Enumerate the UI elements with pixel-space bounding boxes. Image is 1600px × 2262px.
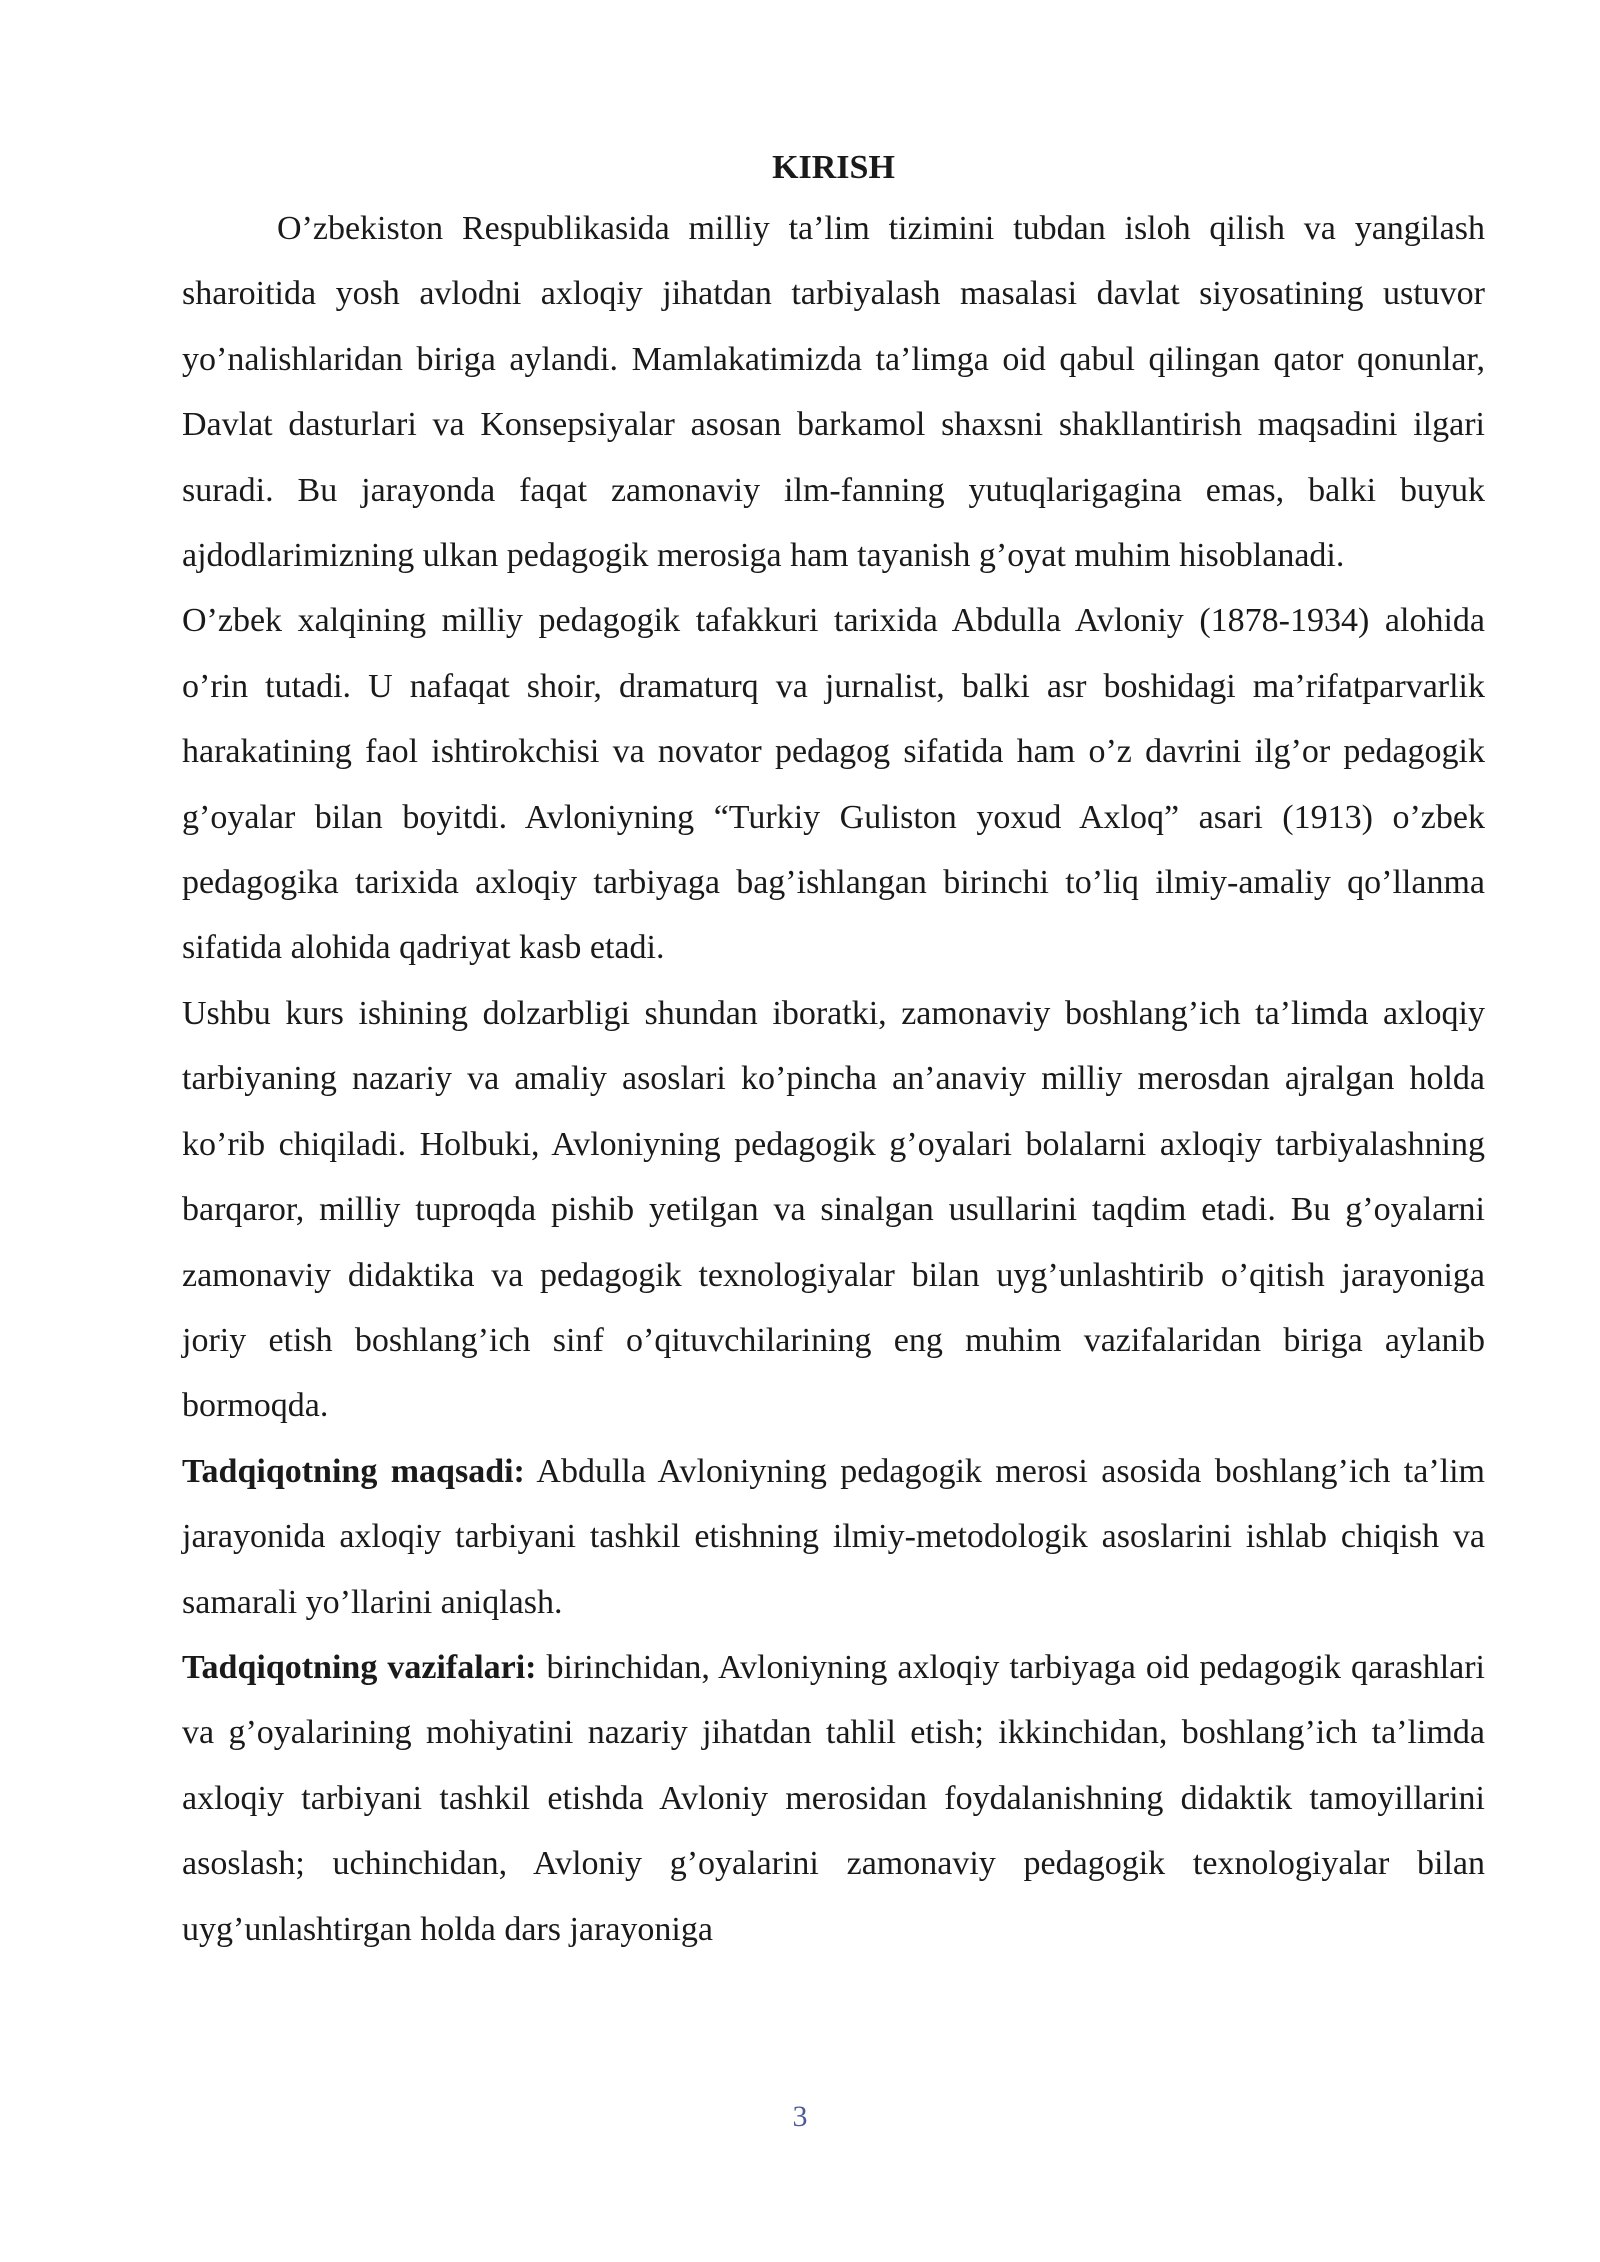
research-tasks-heading: Tadqiqotning vazifalari:: [182, 1648, 537, 1686]
paragraph-research-tasks: [182, 1635, 1485, 1962]
paragraph-text: Abdulla Avloniyning pedagogik merosi asosida boshlang’ich ta’lim jarayonida axloqiy tarbiyani tashkil etishning ilmiy-metodologik asoslarini ishlab chiqish va samarali yo’llarini aniqlash.: [182, 1452, 1485, 1621]
paragraph-text: O’zbek xalqining milliy pedagogik tafakkuri tarixida Abdulla Avloniy (1878-1934) alohida o’rin tutadi. U nafaqat shoir, dramaturq va jurnalist, balki asr boshidagi ma’rifatparvarlik harakatining faol ishtirokchisi va novator pedagog sifatida ham o’z davrini ilg’or pedagogik g’oyalar bilan boyitdi. Avloniyning “Turkiy Guliston yoxud Axloq” asari (1913) o’zbek pedagogika tarixida axloqiy tarbiyaga bag’ishlangan birinchi to’liq ilmiy-amaliy qo’llanma sifatida alohida qadriyat kasb etadi.: [182, 602, 1485, 967]
page-body: [182, 140, 1485, 1962]
research-goal-heading: Tadqiqotning maqsadi:: [182, 1452, 525, 1490]
paragraph-research-goal: [182, 1439, 1485, 1635]
paragraph-avloniy: [182, 588, 1485, 980]
paragraph-introduction: [182, 196, 1485, 588]
page-title: KIRISH: [772, 149, 895, 186]
paragraph-text: O’zbekiston Respublikasida milliy ta’lim tizimini tubdan isloh qilish va yangilash sharoitida yosh avlodni axloqiy jihatdan tarbiyalash masalasi davlat siyosatining ustuvor yo’nalishlaridan biriga aylandi. Mamlakatimizda ta’limga oid qabul qilingan qator qonunlar, Davlat dasturlari va Konsepsiyalar asosan barkamol shaxsni shakllantirish maqsadini ilgari suradi. Bu jarayonda faqat zamonaviy ilm-fanning yutuqlarigagina emas, balki buyuk ajdodlarimizning ulkan pedagogik merosiga ham tayanish g’oyat muhim hisoblanadi.: [182, 210, 1485, 575]
paragraph-relevance: [182, 981, 1485, 1439]
paragraph-text: Ushbu kurs ishining dolzarbligi shundan iboratki, zamonaviy boshlang’ich ta’limda axloqiy tarbiyaning nazariy va amaliy asoslari ko’pincha an’anaviy milliy merosdan ajralgan holda ko’rib chiqiladi. Holbuki, Avloniyning pedagogik g’oyalari bolalarni axloqiy tarbiyalashning barqaror, milliy tuproqda pishib yetilgan va sinalgan usullarini taqdim etadi. Bu g’oyalarni zamonaviy didaktika va pedagogik texnologiyalar bilan uyg’unlashtirib o’qitish jarayoniga joriy etish boshlang’ich sinf o’qituvchilarining eng muhim vazifalaridan biriga aylanib bormoqda.: [182, 994, 1485, 1425]
page-number: 3: [792, 2100, 808, 2133]
paragraph-text: birinchidan, Avloniyning axloqiy tarbiyaga oid pedagogik qarashlari va g’oyalarining mohiyatini nazariy jihatdan tahlil etish; ikkinchidan, boshlang’ich ta’limda axloqiy tarbiyani tashkil etishda Avloniy merosidan foydalanishning didaktik tamoyillarini asoslash; uchinchidan, Avloniy g’oyalarini zamonaviy pedagogik texnologiyalar bilan uyg’unlashtirgan holda dars jarayoniga: [182, 1648, 1486, 1948]
